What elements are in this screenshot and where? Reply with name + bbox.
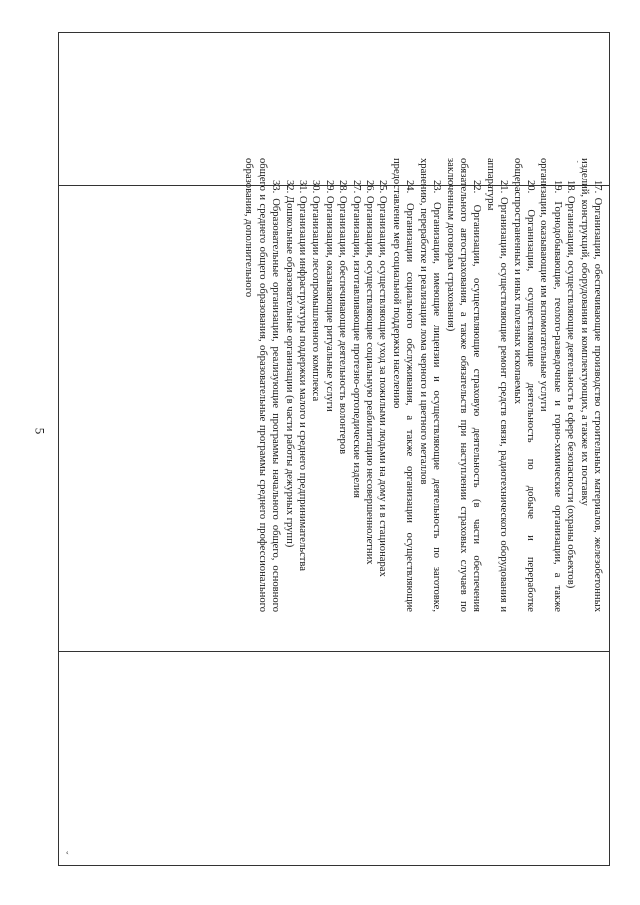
scan-mark: ˇ: [57, 850, 70, 857]
list-item: 30. Организации лесопромышленного комплекса: [310, 180, 322, 402]
list-item: 33. Образовательные организации, реализующие программы начального общего, основного общего и среднего общего образования, образовательные программы среднего профессионального образования, дополнительного: [243, 158, 282, 612]
list-item: 24. Организации социального обслуживания, а также организации осуществляющие предоставление мер социальной поддержки населению: [390, 158, 416, 612]
list-item: 31. Организации инфраструктуры поддержки малого и среднего предпринимательства: [297, 180, 309, 571]
list-item: 29. Организации, оказывающие ритуальные услуги: [323, 180, 335, 412]
organizations-list: [58, 152, 608, 618]
list-item: 28. Организации, обеспечивающие деятельность волонтеров: [337, 180, 349, 455]
list-item: 27. Организации, изготавливающие протезно-ортопедические изделия: [350, 180, 362, 498]
list-item: 21. Организации, осуществляющие ремонт средств связи, радиотехнического оборудования и аппаратуры: [484, 158, 510, 612]
list-item: 25. Организации, осуществляющие уход за пожилыми людьми на дому и в стационарах: [377, 180, 389, 577]
list-item: 20. Организации, осуществляющие деятельность по добыче и переработке общераспространенных и иных полезных ископаемых: [511, 158, 536, 612]
list-item: 18. Организации, осуществляющие деятельность в сфере безопасности (охраны объектов): [565, 180, 577, 589]
list-item: 32. Дошкольные образовательные организации (в части работы дежурных групп): [283, 180, 295, 548]
page-number: 5: [32, 427, 48, 435]
list-item: 19. Горнодобывающие, геолого-разведочные и горно-химические организации, а также организации, оказывающие им вспомогательные услуги: [538, 158, 563, 612]
list-item: 23. Организации, имеющие лицензии и осуществляющие деятельность по заготовке, хранению, переработке и реализации лома черного и цветного металлов: [417, 158, 443, 612]
list-item: 22. Организации, осуществляющие страховую деятельность (в части обеспечения обязательного автострахования, а также обязательств при наступлении страховых случаев по заключенным договорам страхования): [444, 158, 483, 612]
list-item: 17. Организации, обеспечивающие производство строительных материалов, железобетонных изделий, конструкций, оборудования и комплектующих, а также их поставку: [578, 158, 603, 612]
column-divider: [59, 651, 609, 652]
scan-mark: ˌ: [576, 152, 580, 163]
list-item: 26. Организации, осуществляющие социальную реабилитацию несовершеннолетних: [364, 180, 376, 565]
